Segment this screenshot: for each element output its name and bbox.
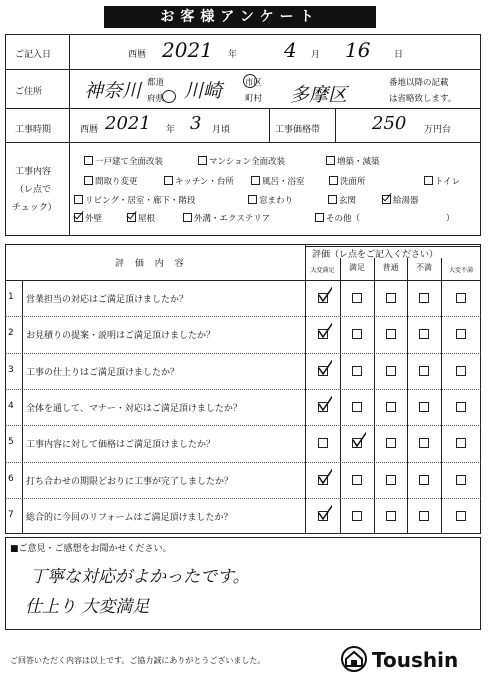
work-option-label: 間取り変更 (95, 177, 138, 187)
rating-checkbox[interactable] (419, 402, 429, 412)
work-option[interactable] (164, 175, 234, 187)
work-option-label: 外壁 (85, 214, 103, 224)
address-city-suffix-1: 市区 (245, 78, 263, 88)
rating-checkbox[interactable] (456, 366, 466, 376)
checkbox[interactable] (198, 156, 207, 165)
question-number: 2 (8, 328, 14, 339)
work-option[interactable] (251, 175, 305, 187)
brand-name: Toushin (372, 648, 459, 672)
work-option-label: 給湯器 (393, 196, 419, 206)
work-option[interactable] (127, 212, 155, 224)
checkbox[interactable] (315, 213, 324, 222)
comment-line-2: 仕上り 大変満足 (25, 597, 150, 617)
checkbox[interactable] (183, 213, 192, 222)
address-note-1: 番地以降の記載 (389, 78, 449, 88)
work-option[interactable] (329, 175, 366, 187)
checkmark-icon (318, 357, 332, 375)
rating-checkbox[interactable] (352, 511, 362, 521)
period-month-value: 3 (190, 113, 202, 134)
work-option-label: 窓まわり (259, 196, 294, 206)
question-number: 7 (8, 509, 14, 520)
work-option-label: マンション全面改装 (209, 157, 286, 167)
rating-checkbox[interactable] (386, 402, 396, 412)
checkmark-icon (318, 320, 332, 338)
footer-text: ご回答いただく内容は以上です。ご協力誠にありがとうございました。 (10, 656, 266, 665)
pref-circle-mark (162, 90, 176, 103)
question-text: 打ち合わせの期限どおりに工事が完了しましたか？ (26, 476, 234, 487)
question-number: 1 (8, 292, 14, 302)
rating-column-header: 大変不満 (448, 267, 473, 274)
checkbox[interactable] (164, 176, 173, 185)
rating-checkbox[interactable] (456, 293, 466, 303)
question-number: 5 (8, 437, 14, 448)
content-label-1: 工事内容 (15, 167, 52, 177)
question-number: 3 (8, 364, 14, 375)
work-option[interactable] (315, 212, 360, 224)
rating-checkbox[interactable] (419, 475, 429, 485)
date-era: 西暦 (128, 50, 147, 60)
date-year-unit: 年 (228, 50, 238, 60)
checkbox[interactable] (251, 176, 260, 185)
rating-checkbox[interactable] (419, 438, 429, 448)
checkbox[interactable] (329, 176, 338, 185)
comment-line-1: 丁寧な対応がよかったです。 (30, 567, 250, 587)
work-option[interactable] (198, 155, 285, 167)
rating-checkbox[interactable] (352, 402, 362, 412)
work-option-label: その他（ (326, 214, 361, 224)
price-value: 250 (372, 113, 407, 134)
work-option-label: 風呂・浴室 (262, 177, 305, 187)
question-text: 全体を通して、マナー・対応はご満足頂けましたか？ (26, 403, 242, 414)
date-day-value: 16 (345, 38, 371, 62)
rating-checkbox[interactable] (386, 329, 396, 339)
period-year-unit: 年 (166, 125, 176, 135)
date-day-unit: 日 (394, 50, 404, 60)
date-month-value: 4 (284, 38, 297, 62)
rating-column-header: 満足 (349, 263, 365, 272)
work-option[interactable] (328, 194, 356, 206)
work-option-label: 外溝・エクステリア (194, 214, 271, 224)
work-option-label: 一戸建て全面改装 (95, 157, 164, 167)
work-option[interactable] (84, 155, 163, 167)
date-year-value: 2021 (162, 38, 213, 62)
work-option[interactable] (84, 175, 138, 187)
checkbox[interactable] (84, 176, 93, 185)
rating-checkbox[interactable] (456, 438, 466, 448)
address-city-suffix-2: 町村 (245, 94, 263, 104)
question-text: 総合的に今回のリフォームはご満足頂けましたか？ (26, 512, 233, 523)
evaluation-content-header: 評 価 内 容 (115, 259, 188, 269)
period-year-value: 2021 (105, 113, 151, 134)
checkmark-icon (318, 393, 332, 411)
price-label: 工事価格帯 (275, 125, 321, 135)
work-option[interactable] (74, 194, 195, 206)
content-label-2: （レ点で (15, 185, 52, 195)
checkbox[interactable] (74, 195, 83, 204)
address-prefecture: 神奈川 (84, 80, 142, 102)
rating-column-header: 大変満足 (310, 267, 335, 274)
work-option-label: 屋根 (138, 214, 156, 224)
checkbox[interactable] (328, 195, 337, 204)
work-option-label: 玄関 (339, 196, 357, 206)
work-option-label: キッチン・台所 (175, 177, 234, 187)
rating-checkbox[interactable] (352, 329, 362, 339)
evaluation-rating-header: 評価（レ点をご記入ください） (312, 250, 439, 260)
checkbox[interactable] (127, 213, 136, 222)
work-option[interactable] (326, 155, 380, 167)
rating-checkbox[interactable] (456, 329, 466, 339)
work-option-label: リビング・居室・廊下・階段 (85, 196, 196, 206)
rating-checkbox[interactable] (456, 511, 466, 521)
date-month-unit: 月 (311, 50, 321, 60)
rating-checkbox[interactable] (419, 366, 429, 376)
work-option-label: ） (446, 214, 455, 224)
work-option[interactable] (424, 175, 460, 187)
address-label: ご住所 (15, 87, 43, 97)
date-label: ご記入日 (15, 50, 52, 60)
price-unit: 万円台 (424, 125, 452, 135)
work-option-label: トイレ (435, 177, 461, 187)
rating-checkbox[interactable] (386, 366, 396, 376)
checkmark-icon (318, 284, 332, 302)
checkbox[interactable] (382, 195, 391, 204)
rating-checkbox[interactable] (386, 293, 396, 303)
question-text: 営業担当の対応はご満足頂けましたか？ (26, 295, 189, 305)
work-option-label: 洗面所 (340, 177, 366, 187)
period-month-unit: 月頃 (212, 125, 231, 135)
checkmark-icon (352, 429, 366, 447)
question-number: 4 (8, 400, 14, 411)
address-pref-suffix-1: 都道 (147, 78, 165, 88)
rating-checkbox[interactable] (419, 511, 429, 521)
work-option[interactable] (382, 194, 419, 206)
comments-label: ■ご意見・ご感想をお聞かせください。 (10, 544, 172, 554)
house-logo-icon (341, 646, 367, 676)
survey-title: お客様アンケート (104, 6, 376, 28)
question-text: 工事の仕上りはご満足頂けましたか？ (26, 367, 180, 378)
checkmark-icon (318, 502, 332, 520)
checkbox[interactable] (84, 156, 93, 165)
rating-checkbox[interactable] (419, 329, 429, 339)
address-ward: 多摩区 (290, 84, 348, 106)
checkbox[interactable] (326, 156, 335, 165)
work-option[interactable] (248, 194, 293, 206)
question-text: お見積りの提案・説明はご満足頂けましたか？ (26, 331, 216, 342)
question-number: 6 (8, 473, 14, 484)
checkmark-icon (318, 466, 332, 484)
rating-checkbox[interactable] (386, 438, 396, 448)
rating-column-header: 不満 (416, 263, 432, 272)
rating-checkbox[interactable] (352, 293, 362, 303)
address-city: 川崎 (184, 80, 223, 102)
address-note-2: は省略致します。 (389, 94, 457, 104)
rating-checkbox[interactable] (456, 475, 466, 485)
checkbox[interactable] (248, 195, 257, 204)
work-option[interactable] (446, 212, 455, 224)
rating-checkbox[interactable] (456, 402, 466, 412)
work-option-label: 増築・減築 (337, 157, 380, 167)
checkbox[interactable] (424, 176, 433, 185)
address-pref-suffix-2: 府県 (147, 94, 165, 104)
rating-checkbox[interactable] (318, 438, 328, 448)
work-option[interactable] (183, 212, 270, 224)
period-label: 工事時期 (15, 125, 52, 135)
rating-checkbox[interactable] (352, 475, 362, 485)
rating-checkbox[interactable] (386, 511, 396, 521)
rating-checkbox[interactable] (352, 366, 362, 376)
content-label-3: チェック） (12, 203, 57, 213)
checkbox[interactable] (74, 213, 83, 222)
rating-checkbox[interactable] (386, 475, 396, 485)
rating-column-header: 普通 (382, 263, 399, 272)
rating-checkbox[interactable] (419, 293, 429, 303)
question-text: 工事内容に対して価格はご満足頂けましたか？ (26, 440, 216, 451)
work-option[interactable] (74, 212, 102, 224)
city-circle-mark (243, 74, 257, 88)
period-era: 西暦 (80, 125, 99, 135)
